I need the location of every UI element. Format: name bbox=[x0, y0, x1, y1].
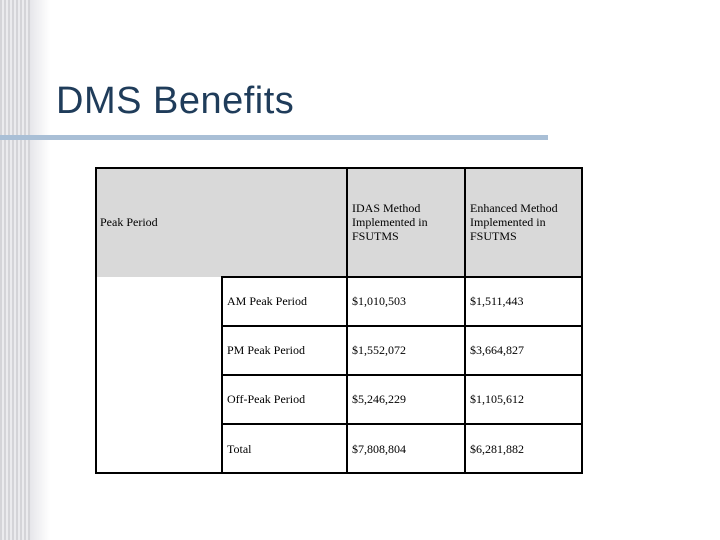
table-cell bbox=[347, 326, 465, 375]
header-enhanced-cell bbox=[465, 167, 583, 277]
table-divider bbox=[464, 167, 466, 474]
value-pm-idas: $1,552,072 bbox=[352, 343, 406, 357]
row-label-am: AM Peak Period bbox=[227, 294, 307, 308]
header-idas-cell bbox=[347, 167, 465, 277]
value-pm-enhanced: $3,664,827 bbox=[470, 343, 524, 357]
value-am-enhanced: $1,511,443 bbox=[470, 294, 524, 308]
table-cell bbox=[465, 277, 583, 326]
row-label-total: Total bbox=[227, 441, 252, 456]
table-cell bbox=[347, 277, 465, 326]
value-total-idas: $7,808,804 bbox=[352, 441, 406, 456]
row-label-pm: PM Peak Period bbox=[227, 343, 305, 357]
header-idas-method: IDAS Method Implemented in FSUTMS bbox=[352, 201, 428, 243]
table-divider bbox=[346, 167, 348, 474]
table-row-label bbox=[222, 375, 347, 424]
table-divider bbox=[221, 374, 583, 376]
value-am-idas: $1,010,503 bbox=[352, 294, 406, 308]
table-border-bottom bbox=[95, 472, 583, 474]
value-offpeak-enhanced: $1,105,612 bbox=[470, 392, 524, 406]
header-enhanced-method: Enhanced Method Implemented in FSUTMS bbox=[470, 201, 558, 243]
slide-title: DMS Benefits bbox=[56, 80, 295, 122]
decorative-stripes bbox=[0, 0, 30, 540]
table-cell bbox=[347, 424, 465, 474]
table-row-label bbox=[222, 424, 347, 474]
benefits-table bbox=[95, 167, 583, 474]
title-underline bbox=[0, 135, 548, 140]
table-cell bbox=[465, 326, 583, 375]
header-row-label-cell bbox=[95, 167, 347, 277]
table-row-label bbox=[222, 277, 347, 326]
value-offpeak-idas: $5,246,229 bbox=[352, 392, 406, 406]
table-border-right bbox=[581, 167, 583, 474]
decorative-stripes-fade bbox=[30, 0, 50, 540]
table-divider bbox=[221, 276, 583, 278]
header-peak-period: Peak Period bbox=[100, 214, 158, 229]
table-cell bbox=[347, 375, 465, 424]
row-label-offpeak: Off-Peak Period bbox=[227, 392, 306, 406]
table-cell bbox=[465, 424, 583, 474]
table-divider bbox=[221, 423, 583, 425]
table-border-left bbox=[95, 167, 97, 474]
table-cell bbox=[465, 375, 583, 424]
table-row-label bbox=[222, 326, 347, 375]
value-total-enhanced: $6,281,882 bbox=[470, 441, 524, 456]
table-border-top bbox=[95, 167, 583, 169]
table-divider bbox=[221, 325, 583, 327]
